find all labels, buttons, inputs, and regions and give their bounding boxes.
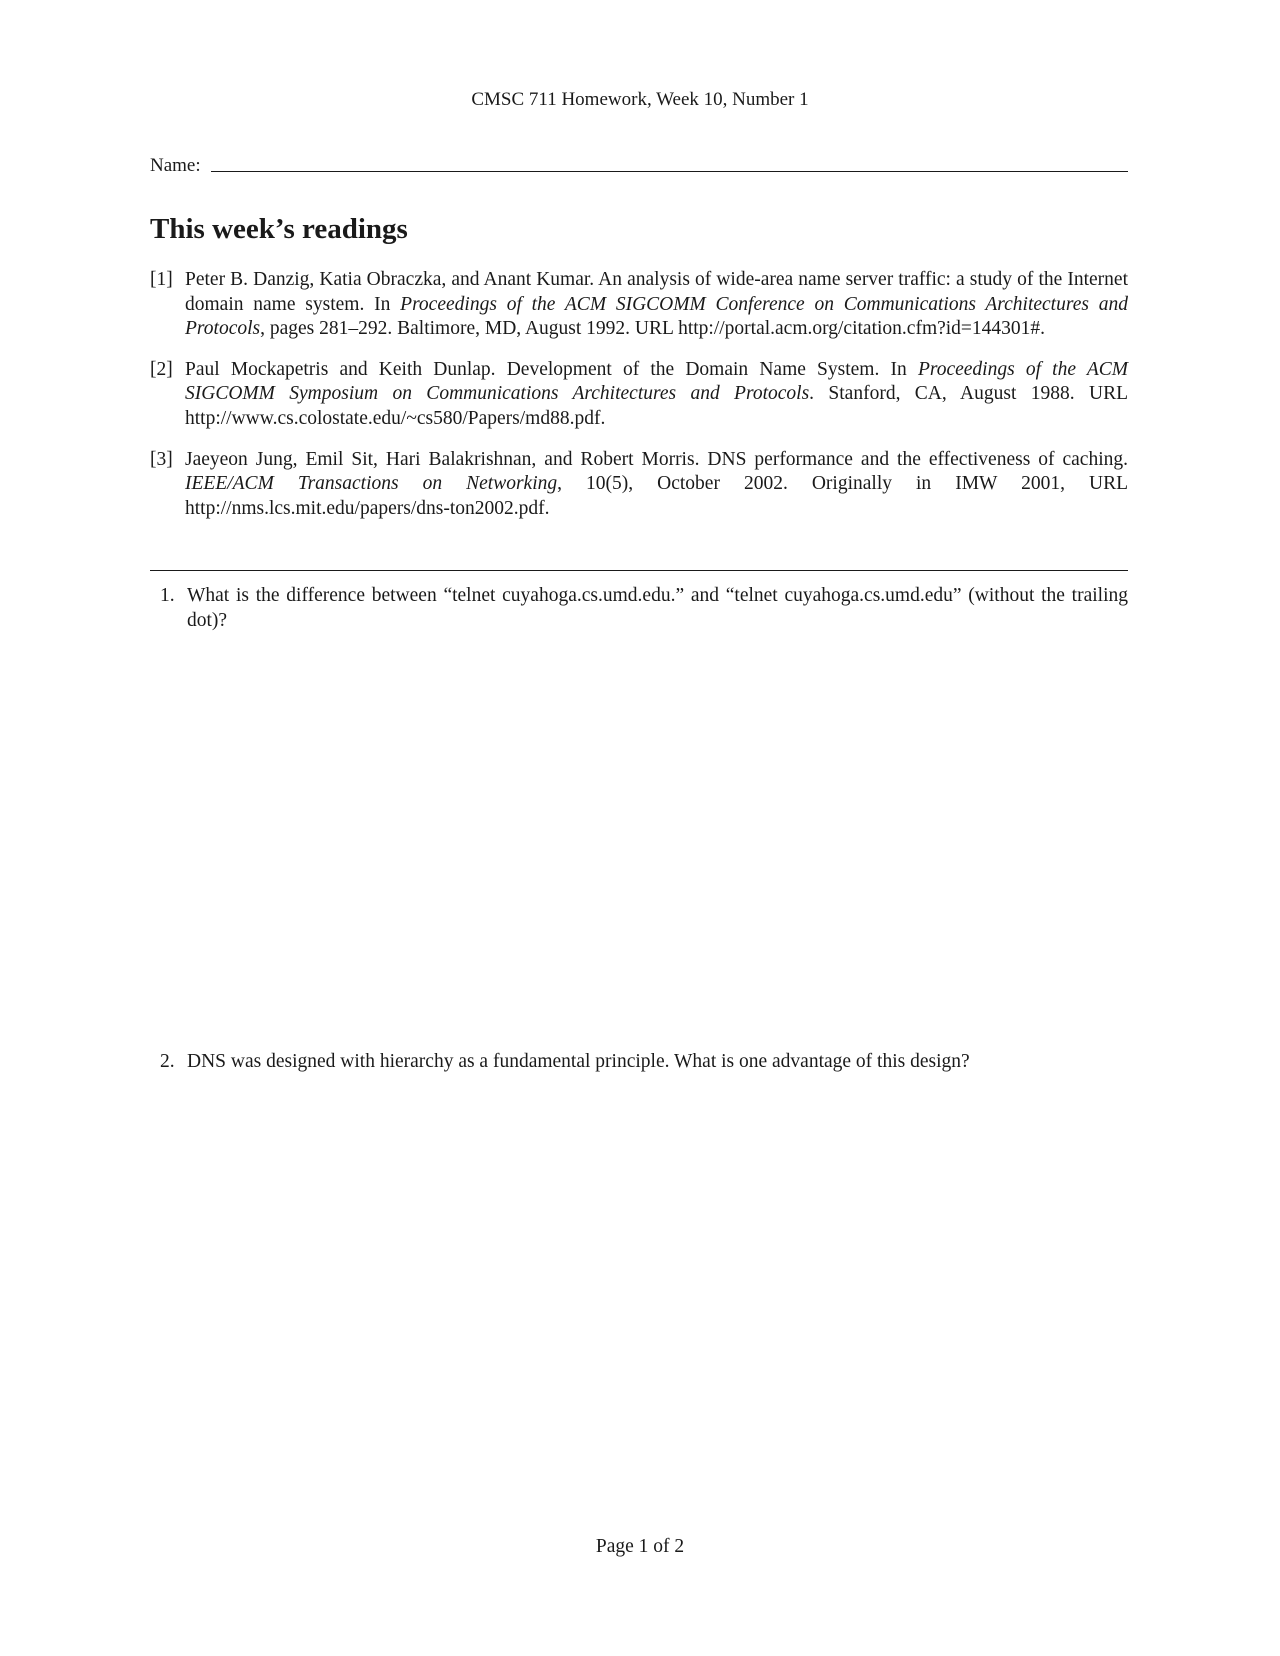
reference-venue: IEEE/ACM Transactions on Networking	[185, 473, 558, 495]
name-field	[150, 151, 1128, 177]
reference-venue: Proceedings of the ACM SIGCOMM Symposium on Communications Architectures and Protocols	[185, 358, 1128, 405]
section-divider	[150, 570, 1128, 571]
section-title: This week’s readings	[150, 213, 408, 245]
reference-list	[150, 268, 1128, 537]
reference-authors-title: Paul Mockapetris and Keith Dunlap. Development of the Domain Name System. In	[185, 358, 918, 380]
question-text: DNS was designed with hierarchy as a fundamental principle. What is one advantage of this design?	[187, 1051, 970, 1072]
reference-authors-title: Peter B. Danzig, Katia Obraczka, and Anant Kumar. An analysis of wide-area name server traffic: a study of the Internet domain name system. In	[185, 269, 1128, 315]
question-number: 1.	[160, 585, 175, 606]
name-blank-line	[211, 171, 1128, 172]
reference-venue: Proceedings of the ACM SIGCOMM Conference on Communications Architectures and Protocols	[185, 293, 1128, 340]
reference-details: , pages 281–292. Baltimore, MD, August 1992. URL http://portal.acm.org/citation.cfm?id=144301#.	[260, 318, 1046, 340]
reference-number: [1]	[150, 269, 173, 290]
question-1	[150, 584, 1128, 633]
page-header: CMSC 711 Homework, Week 10, Number 1	[471, 89, 809, 110]
reference-details: , 10(5), October 2002. Originally in IMW 2001, URL http://nms.lcs.mit.edu/papers/dns-ton2002.pdf.	[185, 473, 1128, 519]
reference-authors-title: Jaeyeon Jung, Emil Sit, Hari Balakrishnan, and Robert Morris. DNS performance and the effectiveness of caching.	[185, 448, 1128, 470]
name-label: Name:	[150, 155, 201, 176]
question-number: 2.	[160, 1051, 175, 1072]
reference-details: . Stanford, CA, August 1988. URL http://www.cs.colostate.edu/~cs580/Papers/md88.pdf.	[185, 383, 1128, 429]
reference-number: [3]	[150, 448, 173, 470]
reference-item	[150, 358, 1128, 432]
reference-item	[150, 268, 1128, 342]
question-2	[150, 1050, 1128, 1075]
reference-item	[150, 448, 1128, 522]
page-footer: Page 1 of 2	[595, 1536, 685, 1557]
question-text: What is the difference between “telnet cuyahoga.cs.umd.edu.” and “telnet cuyahoga.cs.umd.edu” (without the trailing dot)?	[187, 585, 1128, 631]
reference-number: [2]	[150, 358, 173, 380]
